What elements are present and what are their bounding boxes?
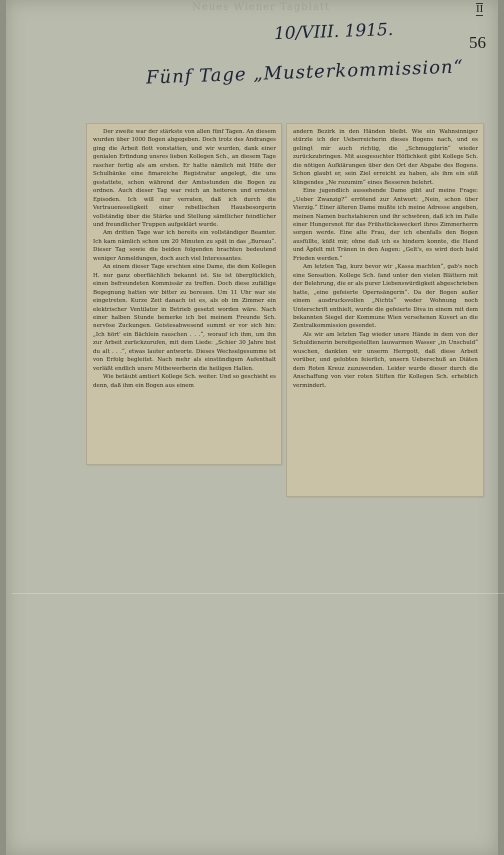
archive-mark: II: [476, 3, 484, 15]
paragraph: An einem dieser Tage erschien eine Dame, die dem Kollegen H. nur ganz oberflächlich bekannt ist. Sie ist überglücklich, einen befreundeten Kommissär zu treffen. Doch diese zufällige Begegnung hatten wir bitter zu bereuen. Um 11 Uhr war sie eingetreten. Kurze Zeit danach ist es, als ob im Zimmer ein elektrischer Ventilator in Betrieb gesetzt worden wäre. Nach einer halben Stunde bemerke ich bei meinem Freunde Sch. nervöse Zuckungen. Geistesabwesend summt er vor sich hin: „Ich hört' ein Bächlein rauschen . . .“, worauf ich ihm, um ihn zur Arbeit zurückzurufen, mit dem Liede: „Schier 30 Jahre bist du alt . . .“, etwas lauter antworte. Dieses Wechselgesumme ist von Erfolg begleitet. Nach mehr als einstündigem Aufenthalt verläßt endlich unsre Mitbewerberin die heiligen Hallen.: [93, 264, 276, 372]
article-text-right: [293, 128, 478, 492]
paragraph: Der zweite war der stärkste von allen fünf Tagen. An diesem wurden über 1000 Bogen abgegeben. Doch trotz des Andranges ging die Arbeit flott vonstatten, und wir wurden, dank einer genialen Erfindung unsres lieben Kollegen Sch., an diesem Tage rascher fertig als am ersten. Er hatte nämlich mit Hilfe der Schulbänke eine fimareiche Registratur angelegt, die uns gestattete, schon während der Amtsstunden die Bogen zu ordnen. Auch dieser Tag war reich an heiteren und ernsten Episoden. Ich will nur verraten, daß ich durch die Vertrauensseligkeit einer rebellischen Hausbesorgerin vollständig über die Stärke und Stellung sämtlicher feindlicher und freundlicher Truppen aufgeklärt wurde.: [93, 129, 276, 228]
page-number: 56: [469, 33, 486, 52]
clipping-right-column: [287, 124, 483, 496]
paragraph: Eine jugendlich aussehende Dame gibt auf meine Frage: „Ueber Zwanzig?“ errötend zur Antwort: „Nein, schon über Vierzig.“ Einer älteren Dame mußte ich meine Adresse angeben, meinen Namen buchstabieren und ihr schwören, daß ich im Falle einer Hungersnot für das Frühstücksweckerl ihres Zimmerherrn sorgen werde. Eine alte Frau, der ich ebenfalls den Bogen ausfüllte, küßt mir, ohne daß ich es hindern konnte, die Hand und Äpfelt mit Tränen in den Augen: „Gelt's, es wird doch bald Frieden werden.“: [293, 188, 478, 262]
article-text-left: [93, 128, 276, 460]
paragraph: Wie betäubt amtiert Kollege Sch. weiter. Und so geschieht es denn, daß ihm ein Bogen aus einem: [93, 374, 276, 389]
clipping-left-column: [87, 124, 281, 464]
paragraph: andern Bezirk in den Händen bleibt. Wie ein Wahnsinniger stürzte ich der Ueberreicherin dieses Bogens nach, und es gelingt mir auch richtig, die „Schmugglerin“ wieder zurückzubringen. Mit ausgesuchter Höflichkeit gibt Kollege Sch. die nötigen Aufklärungen über den Ort der Abgabe des Bogens. Schon glaubt er, sein Ziel erreicht zu haben, als ihm ein süß klingendes „Ne rozumim“ eines Besseren belehrt.: [293, 129, 478, 186]
fold-line: [12, 593, 504, 594]
handwritten-title: Fünf Tage „Musterkommission“: [145, 56, 465, 89]
paragraph: Am dritten Tage war ich bereits ein vollständiger Beamter. Ich kam nämlich schon um 20 Minuten zu spät in das „Bureau“. Dieser Tag sowie die beiden folgenden brachten bedeutend weniger Anmeldungen, doch auch viel Interessantes.: [93, 230, 276, 262]
handwritten-date: 10/VIII. 1915.: [273, 19, 394, 45]
paragraph: Als wir am letzten Tag wieder unsre Hände in dem von der Schuldienerin bereitgestellten lauwarmen Wasser „in Unschuld“ wuschen, dankten wir unserm Herrgott, daß diese Arbeit vorüber, und gelobten feierlich, unsern Ueberschuß an Diäten dem Roten Kreuz zuzuwenden. Leider wurde dieser durch die Anschaffung von vier roten Stiften für Kollegen Sch. erheblich vermindert.: [293, 331, 478, 389]
newspaper-masthead: Neues Wiener Tagblatt: [192, 2, 330, 13]
paragraph: Am letzten Tag, kurz bevor wir „Kassa machten“, gab's noch eine Sensation. Kollege Sch. fand unter den vielen Blättern mit der Belehrung, die er als purer Liebenswürdigkeit abgeschrieben hatte, „eine gefeierte Opernsängerin“. Da der Bogen außer einem ausdrucksvollen „Nichts“ weder Wohnung noch Unterschrift enthielt, wurde die gefeierte Diva in einem mit dem bekannten Siegel der Kommune Wien versehenen Kuvert an die Zentralkommission gesendet.: [293, 264, 478, 330]
